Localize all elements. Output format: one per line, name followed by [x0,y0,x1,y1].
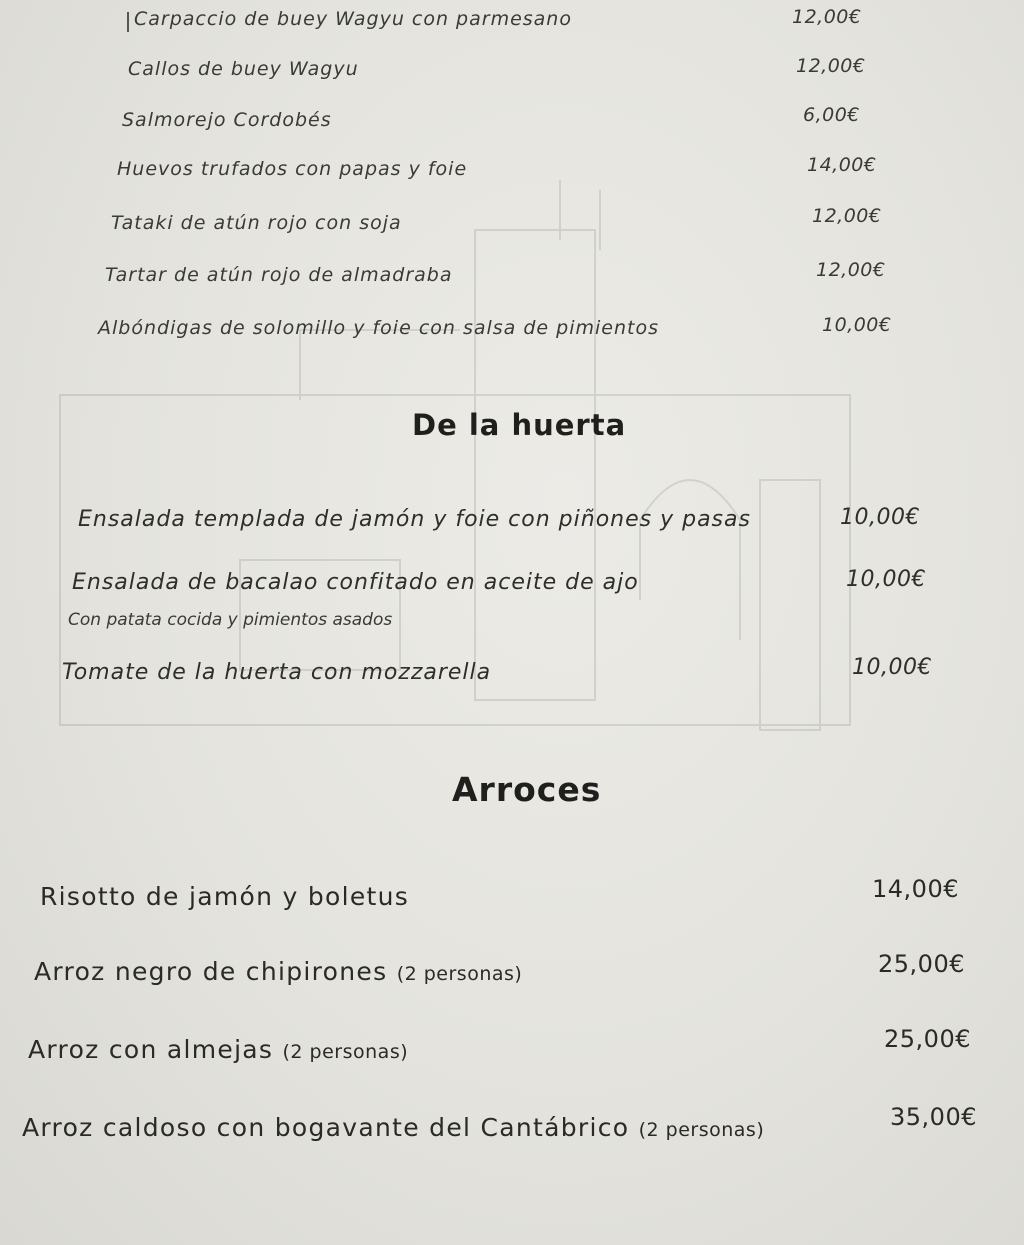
menu-item-name: Salmorejo Cordobés [122,109,332,131]
menu-item-price: 12,00€ [816,259,886,281]
menu-item-price: 10,00€ [852,655,932,680]
menu-item-price: 12,00€ [812,205,882,227]
menu-item-name: Ensalada de bacalao confitado en aceite de ajo [72,570,639,595]
menu-item-price: 35,00€ [890,1103,977,1131]
menu-item-name: Huevos trufados con papas y foie [117,158,468,180]
menu-item-title: Arroz negro de chipirones [34,957,388,986]
margin-mark [127,12,129,32]
menu-item-price: 10,00€ [822,314,892,336]
menu-item-price: 12,00€ [792,6,862,28]
menu-item-subtitle: Con patata cocida y pimientos asados [68,610,393,630]
menu-item-price: 6,00€ [803,104,860,126]
menu-item-name: Carpaccio de buey Wagyu con parmesano [134,8,572,30]
menu-item-title: Risotto de jamón y boletus [40,882,410,911]
portion-note: (2 personas) [396,963,523,985]
menu-item-name: Callos de buey Wagyu [128,58,359,80]
menu-item-price: 14,00€ [872,875,959,903]
portion-note: (2 personas) [638,1119,765,1141]
menu-item-price: 10,00€ [840,505,920,530]
menu-item-name [22,1113,764,1142]
menu-item-name [28,1035,408,1064]
menu-item-title: Arroz con almejas [28,1035,274,1064]
menu-item-name: Tomate de la huerta con mozzarella [62,660,492,685]
menu-item-name [40,882,409,911]
menu-item-name: Ensalada templada de jamón y foie con piñones y pasas [78,507,751,532]
portion-note: (2 personas) [282,1041,409,1063]
menu-item-name: Albóndigas de solomillo y foie con salsa de pimientos [98,317,659,339]
section-heading-huerta: De la huerta [412,408,627,442]
section-heading-arroces: Arroces [452,770,602,809]
menu-item-price: 10,00€ [846,567,926,592]
menu-item-name [34,957,522,986]
menu-item-price: 25,00€ [878,950,965,978]
menu-item-price: 25,00€ [884,1025,971,1053]
menu-item-price: 12,00€ [796,55,866,77]
menu-item-name: Tataki de atún rojo con soja [111,212,402,234]
menu-item-title: Arroz caldoso con bogavante del Cantábrico [22,1113,630,1142]
menu-item-price: 14,00€ [807,154,877,176]
menu-item-name: Tartar de atún rojo de almadraba [105,264,453,286]
